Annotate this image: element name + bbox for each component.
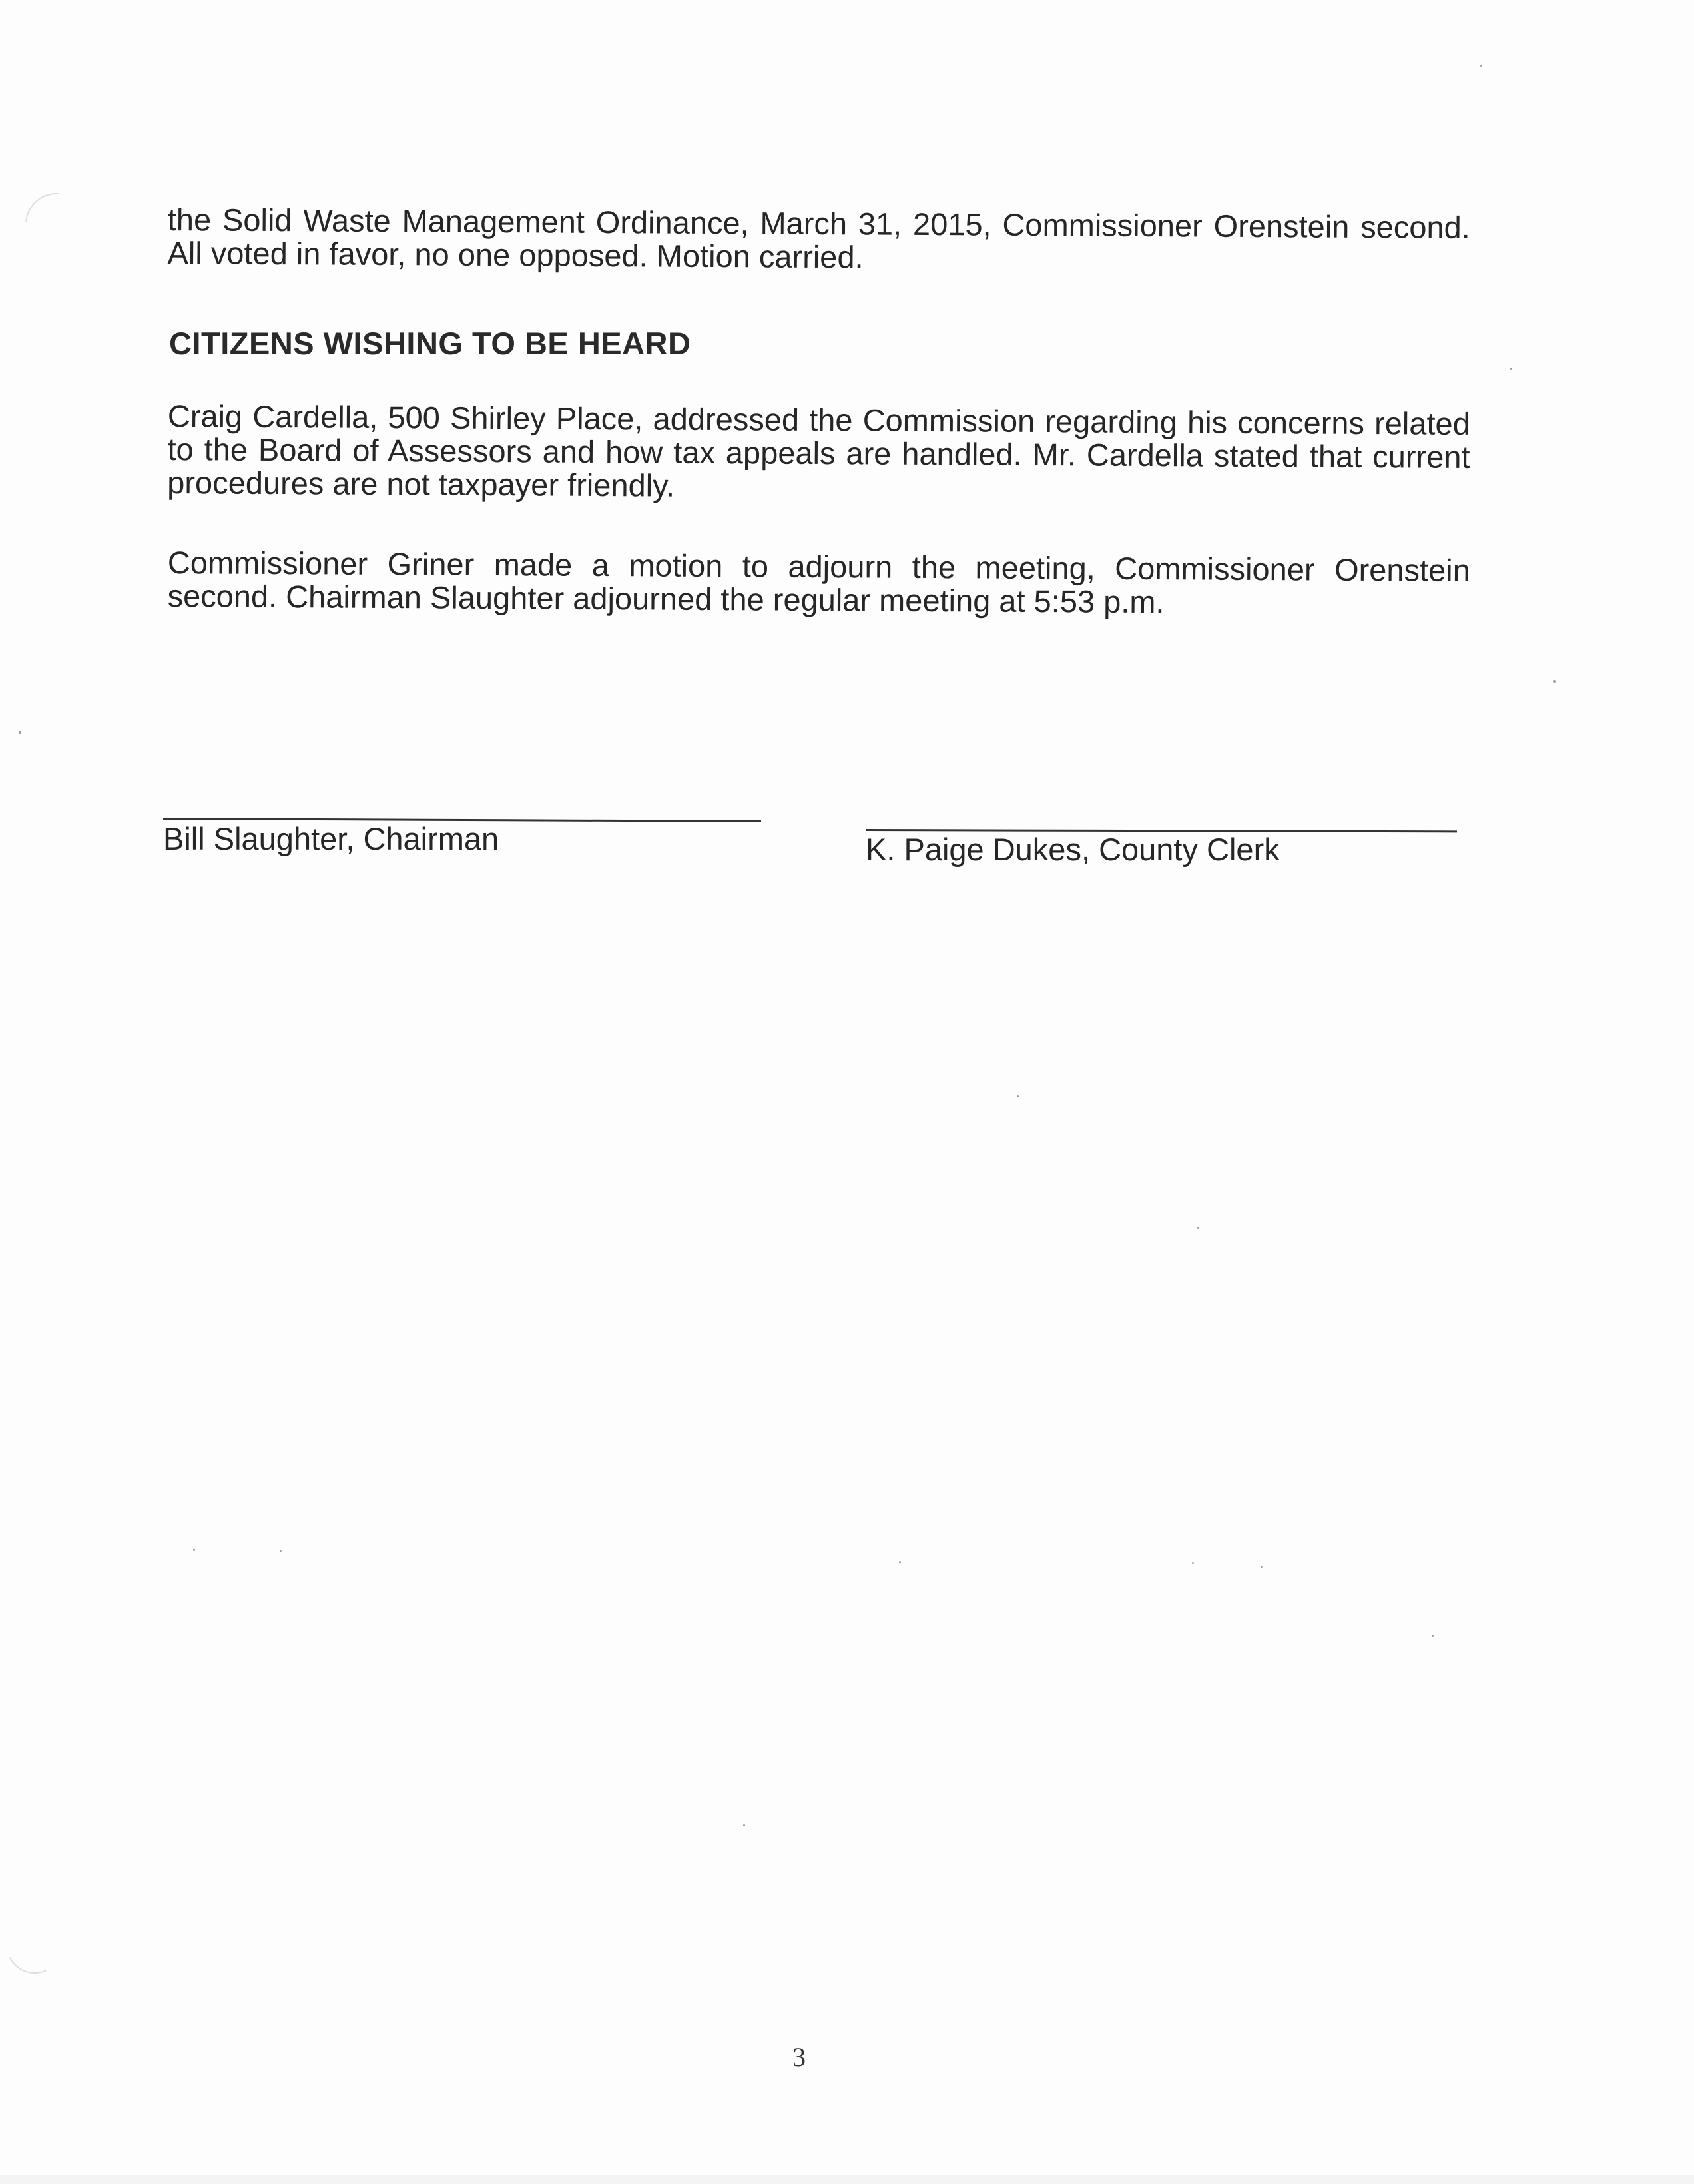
scan-speck [280, 1550, 282, 1552]
scan-speck [743, 1824, 745, 1826]
scan-speck [19, 731, 21, 734]
scan-speck [1192, 1562, 1194, 1564]
paragraph-motion-carried: the Solid Waste Management Ordinance, March 31, 2015, Commissioner Orenstein second. All voted in favor, no one opposed. Motion carried. [167, 202, 1470, 275]
scan-speck [1510, 368, 1512, 370]
scan-speck [899, 1561, 901, 1563]
page-number: 3 [792, 2042, 806, 2072]
scan-speck [1261, 1566, 1263, 1568]
section-heading-citizens: CITIZENS WISHING TO BE HEARD [169, 326, 691, 361]
signature-name-chairman: Bill Slaughter, Chairman [163, 821, 499, 856]
scan-edge-mark-top [13, 180, 101, 268]
scan-speck [1197, 1227, 1199, 1228]
scan-bottom-edge [0, 2175, 1694, 2184]
scan-speck [193, 1549, 195, 1551]
paragraph-citizen-comment: Craig Cardella, 500 Shirley Place, addressed the Commission regarding his concerns related to the Board of Assessors and how tax appeals are handled. Mr. Cardella stated that current procedures are not taxpayer friendly. [167, 398, 1470, 503]
paragraph-adjournment: Commissioner Griner made a motion to adjourn the meeting, Commissioner Orenstein second. Chairman Slaughter adjourned the regular meeting at 5:53 p.m. [167, 545, 1470, 620]
scan-speck [1553, 680, 1556, 682]
signature-name-clerk: K. Paige Dukes, County Clerk [866, 832, 1280, 867]
scan-speck [1017, 1095, 1019, 1097]
scan-speck [1480, 65, 1482, 67]
scan-edge-mark-bottom [0, 1910, 71, 1982]
scan-speck [1432, 1635, 1434, 1637]
